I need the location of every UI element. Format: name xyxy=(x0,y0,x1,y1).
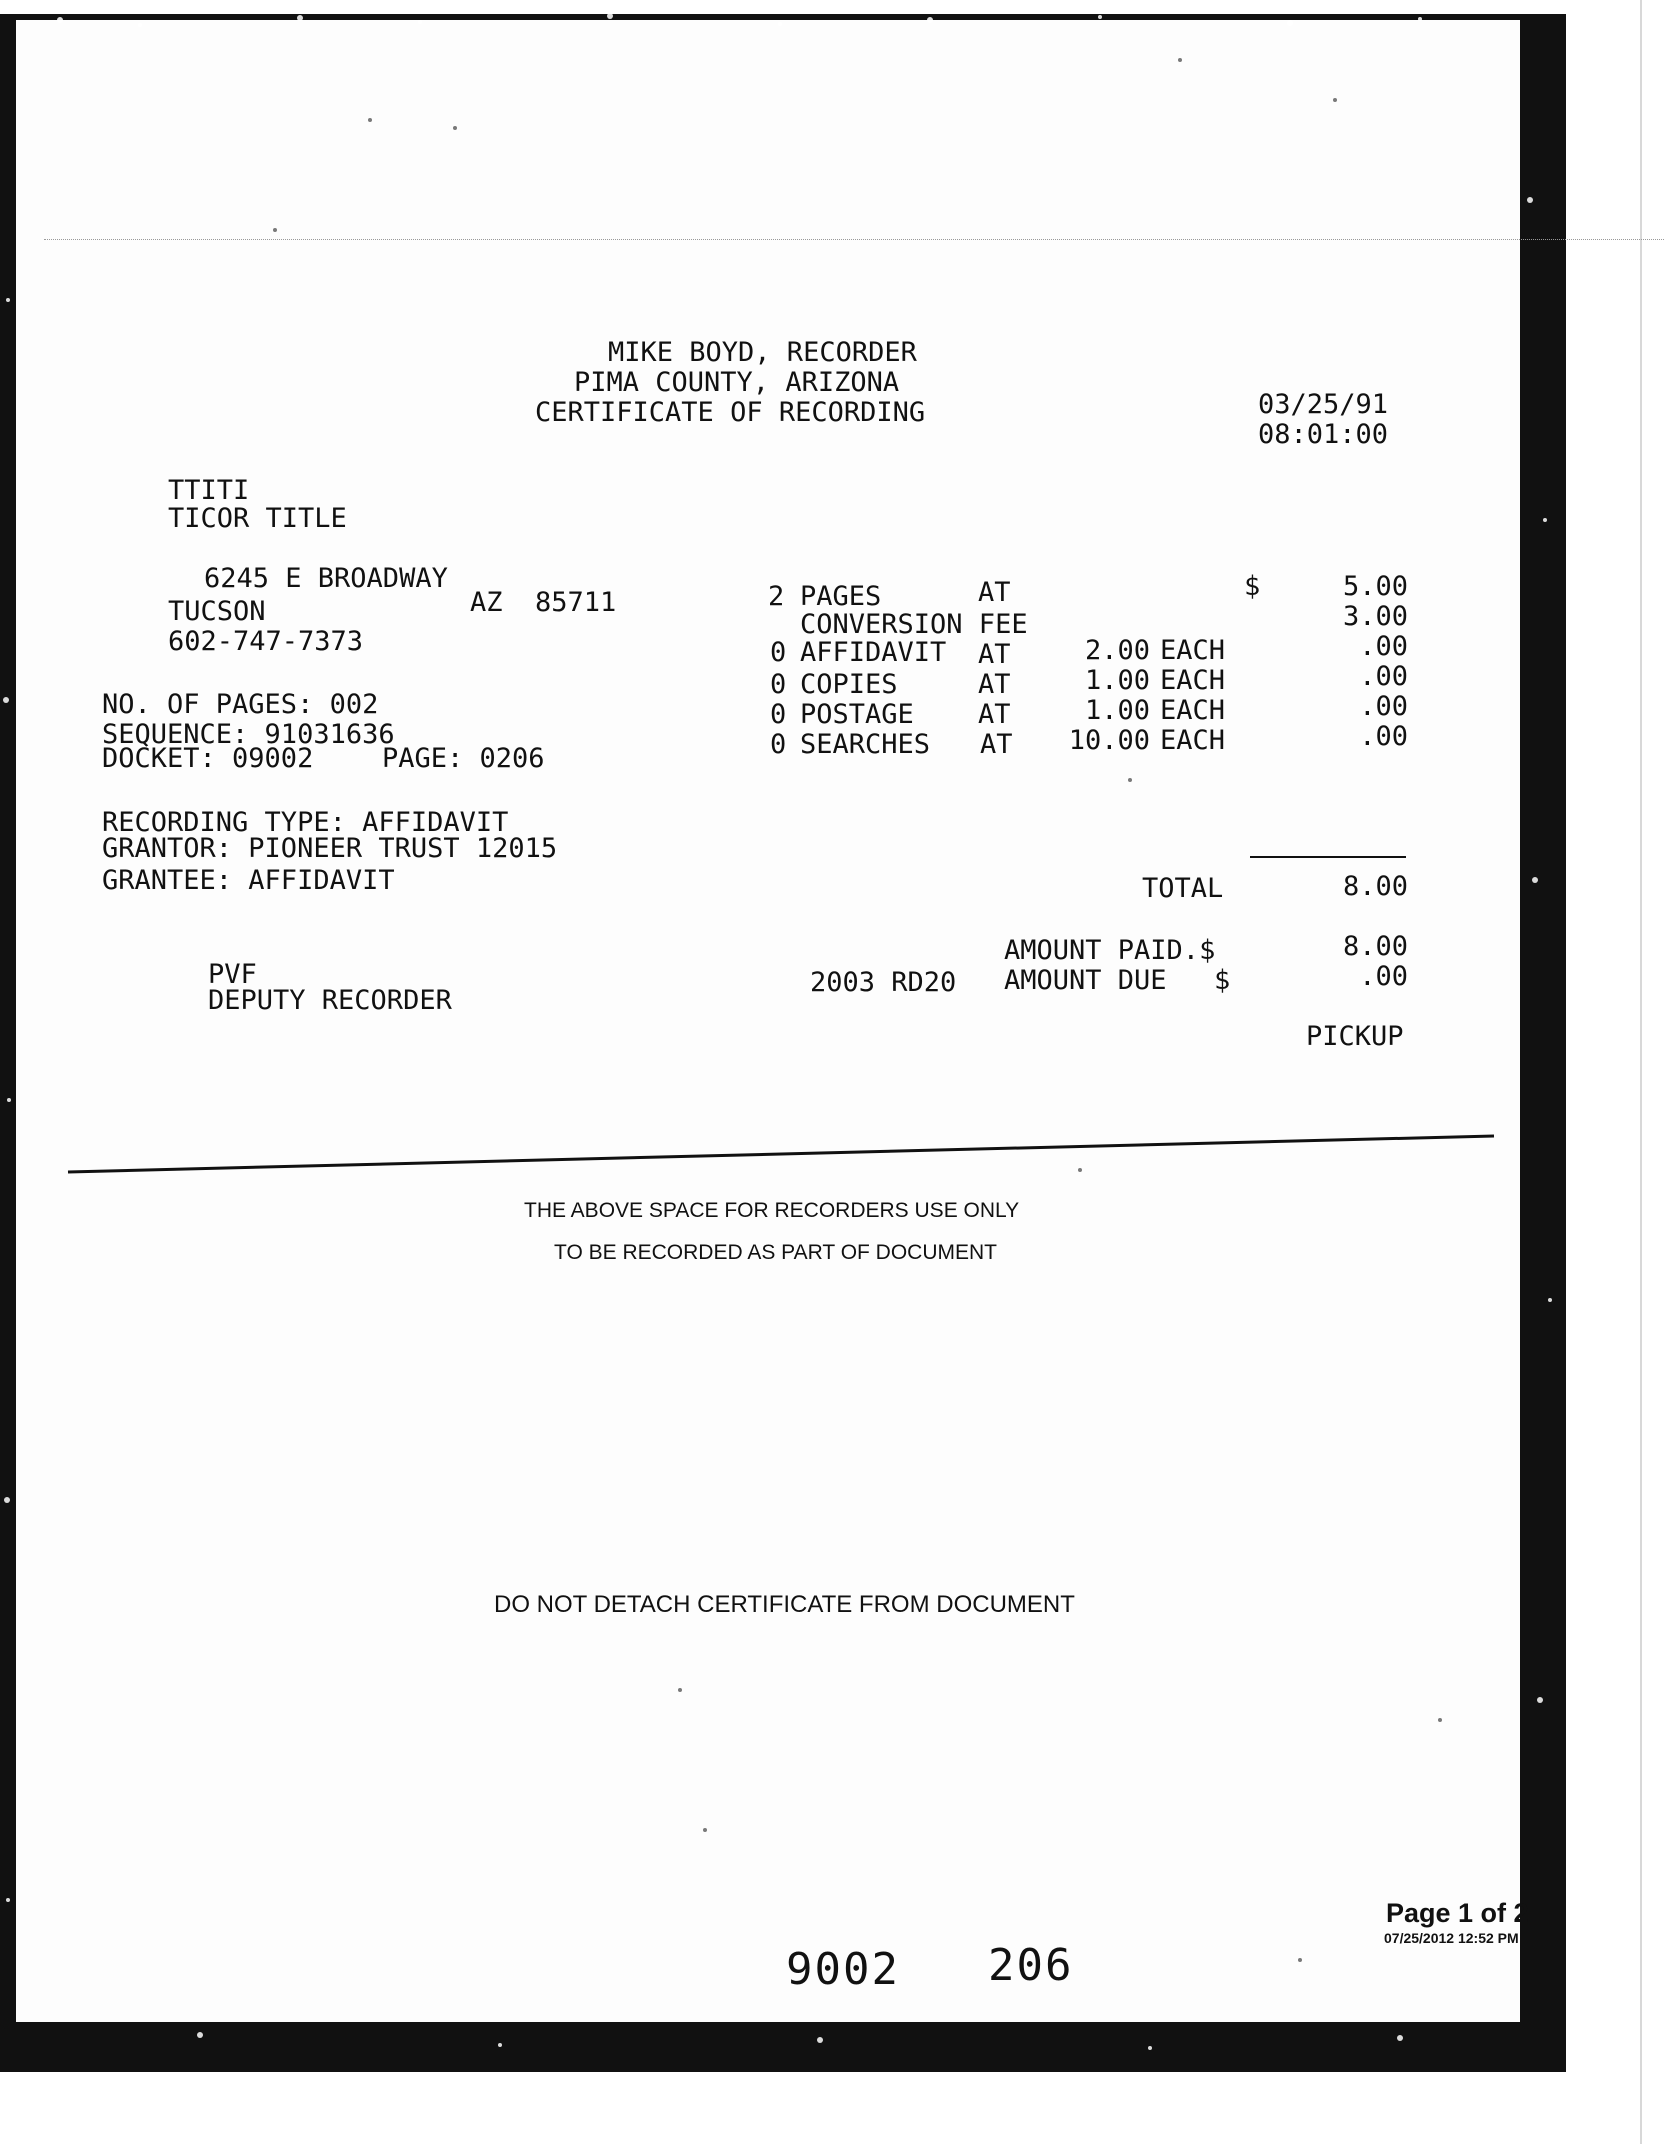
total-amount: 8.00 xyxy=(1342,871,1408,902)
fee-item: AFFIDAVIT xyxy=(800,637,947,668)
deputy-initials: PVF xyxy=(208,959,257,990)
fee-qty: 0 xyxy=(770,637,787,668)
fee-item: PAGES xyxy=(800,581,882,612)
fee-rate: 1.00 xyxy=(1084,695,1150,726)
amount-paid: 8.00 xyxy=(1342,931,1408,962)
party-city: TUCSON xyxy=(168,596,266,627)
party-name: TICOR TITLE xyxy=(168,503,347,534)
fee-item: POSTAGE xyxy=(800,699,914,730)
fee-amount: .00 xyxy=(1359,661,1408,692)
footer-docket: 9002 xyxy=(786,1944,900,1995)
fee-qty: 0 xyxy=(770,729,787,760)
terminal-code: 2003 RD20 xyxy=(810,967,957,998)
fee-item: COPIES xyxy=(800,669,898,700)
docket-number: DOCKET: 09002 xyxy=(102,743,314,774)
grantor: GRANTOR: PIONEER TRUST 12015 xyxy=(102,833,558,864)
fee-each: EACH xyxy=(1160,725,1226,756)
pickup-label: PICKUP xyxy=(1306,1021,1404,1052)
fee-amount: .00 xyxy=(1359,631,1408,662)
record-time: 08:01:00 xyxy=(1258,419,1389,450)
fee-at: AT xyxy=(978,639,1011,670)
grantee: GRANTEE: AFFIDAVIT xyxy=(102,865,395,896)
currency-symbol: $ xyxy=(1244,571,1261,602)
recorders-use-notice: THE ABOVE SPACE FOR RECORDERS USE ONLY xyxy=(524,1199,1020,1222)
print-timestamp: 07/25/2012 12:52 PM xyxy=(1384,1930,1519,1946)
footer-page: 206 xyxy=(988,1940,1074,1991)
fee-amount: 3.00 xyxy=(1342,601,1408,632)
fee-qty: 0 xyxy=(770,669,787,700)
recorder-name: MIKE BOYD, RECORDER xyxy=(608,337,917,368)
page-margin-rule xyxy=(1640,0,1642,2144)
fee-amount: .00 xyxy=(1359,721,1408,752)
amount-due: .00 xyxy=(1359,961,1408,992)
fee-at: AT xyxy=(978,577,1011,608)
county-name: PIMA COUNTY, ARIZONA xyxy=(574,367,900,398)
party-street: 6245 E BROADWAY xyxy=(204,563,448,594)
fee-at: AT xyxy=(980,729,1013,760)
fee-rate: 2.00 xyxy=(1084,635,1150,666)
fee-amount: 5.00 xyxy=(1342,571,1408,602)
page-of-indicator: Page 1 of 2 xyxy=(1386,1898,1529,1928)
fee-qty: 0 xyxy=(770,699,787,730)
certificate-title: CERTIFICATE OF RECORDING xyxy=(535,397,926,428)
fee-each: EACH xyxy=(1160,695,1226,726)
fee-each: EACH xyxy=(1160,665,1226,696)
page-number: PAGE: 0206 xyxy=(382,743,545,774)
fee-item: CONVERSION FEE xyxy=(800,609,1028,640)
recorded-as-part-notice: TO BE RECORDED AS PART OF DOCUMENT xyxy=(554,1241,998,1264)
due-currency-symbol: $ xyxy=(1214,965,1231,996)
deputy-title: DEPUTY RECORDER xyxy=(208,985,452,1016)
amount-paid-label: AMOUNT PAID.$ xyxy=(1004,935,1216,966)
sequence-number: SEQUENCE: 91031636 xyxy=(102,719,395,750)
recording-type: RECORDING TYPE: AFFIDAVIT xyxy=(102,807,509,838)
fee-each: EACH xyxy=(1160,635,1226,666)
fee-rate: 10.00 xyxy=(1068,725,1150,756)
fee-amount: .00 xyxy=(1359,691,1408,722)
party-phone: 602-747-7373 xyxy=(168,626,364,657)
fee-at: AT xyxy=(978,699,1011,730)
record-date: 03/25/91 xyxy=(1258,389,1389,420)
do-not-detach-warning: DO NOT DETACH CERTIFICATE FROM DOCUMENT xyxy=(494,1591,1075,1618)
fee-qty: 2 xyxy=(768,581,785,612)
number-of-pages: NO. OF PAGES: 002 xyxy=(102,689,379,720)
fee-rate: 1.00 xyxy=(1084,665,1150,696)
total-label: TOTAL xyxy=(1142,873,1224,904)
party-state-zip: AZ 85711 xyxy=(470,587,617,618)
fee-at: AT xyxy=(978,669,1011,700)
amount-due-label: AMOUNT DUE xyxy=(1004,965,1167,996)
party-code: TTITI xyxy=(168,475,250,506)
fee-item: SEARCHES xyxy=(800,729,931,760)
